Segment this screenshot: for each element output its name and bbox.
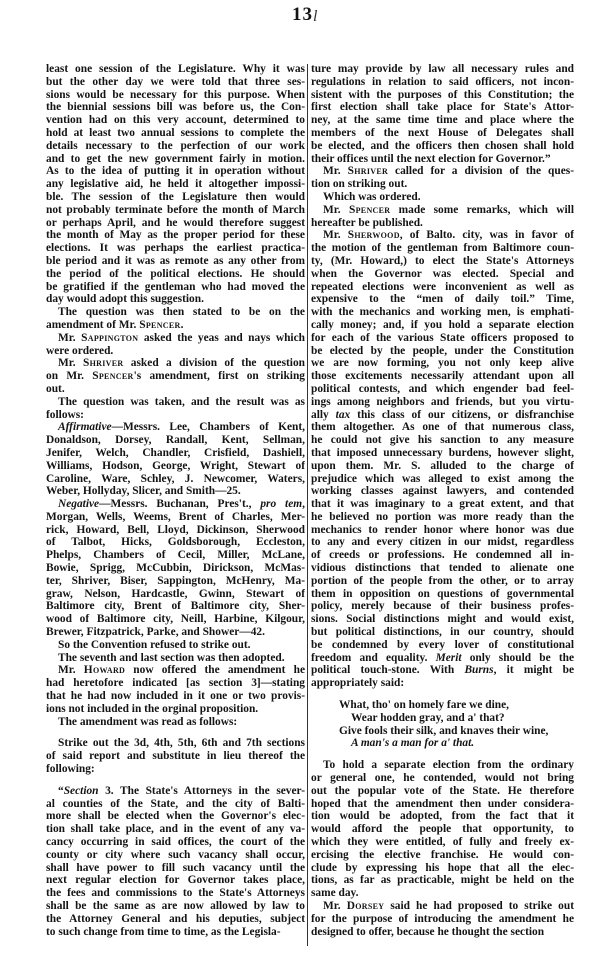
speaker-name: Dorsey [346, 900, 385, 912]
text-line: portion of the people from the other, or to array [311, 574, 574, 587]
text-line: with the mechanics and working men, is emphati- [311, 306, 574, 319]
text-line: appropriately said: [311, 677, 405, 690]
text-line: and to get the new government fairly in motion. [46, 152, 305, 165]
text-line: that he had now included in it one or two provis- [46, 690, 305, 703]
text-line: ney, at the same time time and place where the [311, 114, 574, 127]
text-line: which they were entitled, of fully and freely ex- [311, 836, 574, 849]
text-line: elections. It was perhaps the earliest practica- [46, 242, 305, 255]
text-line: ercising the elective franchise. He would con- [311, 848, 574, 861]
text-segment: Mr. [58, 331, 82, 344]
text-line: hoped that the amendment then under considera- [311, 797, 574, 810]
text-segment: Mr. [323, 203, 349, 216]
text-line: or perhaps April, and he would therefore suggest [46, 216, 305, 229]
text-segment: called for a division of the ques- [388, 165, 574, 178]
text-line: A man's a man for a' that. [351, 737, 475, 750]
text-line [46, 370, 305, 383]
text-line [311, 900, 574, 913]
text-line: for each of the various State officers proposed to [311, 331, 574, 344]
text-line: but the other day we were told that three ses- [46, 75, 305, 88]
text-line: Jenifer, Welch, Chandler, Crisfield, Dashiell, [46, 446, 305, 459]
text-line: sions would be necessary for this purpose. When [46, 88, 305, 101]
text-line: the biennial sessions bill was before us, the Con- [46, 101, 305, 114]
speaker-name: Sappington [81, 331, 139, 344]
paragraph [46, 716, 305, 729]
text-line: them altogether. As one of that numerous class, [311, 421, 574, 434]
text-line: that imposed unnecessary burdens, however slight, [311, 446, 574, 459]
paragraph [46, 332, 305, 358]
text-line: to such change from time to time, as the Legisla- [46, 925, 281, 938]
paragraph [311, 63, 574, 165]
text-line: of said report and substitute in lieu thereof the [46, 750, 305, 763]
paragraph [311, 191, 574, 204]
text-line: Weber, Hollyday, Slicer, and Smith—25. [46, 485, 241, 498]
text-segment: amendment of Mr. [46, 318, 140, 331]
text-line: their offices until the next election for Governor.” [311, 152, 551, 165]
paragraph [46, 306, 305, 332]
text-line: policy, merely because of their business profes- [311, 600, 574, 613]
paragraph [46, 63, 305, 306]
paragraph [46, 357, 305, 395]
paragraph [46, 664, 305, 715]
text-line: sistent with the purposes of this Constitution; the [311, 88, 574, 101]
text-line: vidious distinctions that tended to alienate one [311, 562, 574, 575]
text-line: working classes against lawyers, and contended [311, 485, 574, 498]
text-line: were ordered. [46, 344, 114, 357]
text-line: expensive to the “men of daily toil.” Time, [311, 293, 574, 306]
text-line: rick, Howard, Bell, Lloyd, Dickinson, Sherwood [46, 523, 305, 536]
italic-text: Merit [435, 651, 462, 664]
text-segment: ally [311, 408, 336, 421]
text-line: tions, as far as practicable, might be held on the [311, 874, 574, 887]
text-segment: this class of our citizens, or disfranchise [350, 408, 574, 421]
text-line [311, 409, 574, 422]
text-line: to any and every citizen in our midst, regardless [311, 536, 574, 549]
text-line: any legislative aid, he held it altogether impossi- [46, 178, 305, 191]
text-line [46, 785, 305, 798]
text-segment: asked a division of the question [123, 357, 305, 370]
text-line: the fees and commissions to the State's Attorneys [46, 887, 305, 900]
text-segment: political touch-stone. With [311, 664, 465, 677]
column-divider [307, 64, 308, 946]
text-segment: made some remarks, which will [390, 203, 574, 216]
text-line: same day. [311, 887, 359, 900]
text-line: ions not included in the orginal proposition. [46, 702, 259, 715]
text-line: designed to offer, because he thought the section [311, 925, 545, 938]
text-line: the month of May as the proper period for these [46, 229, 305, 242]
text-segment: Mr. [323, 900, 347, 912]
text-segment: said he had proposed to strike out [384, 900, 574, 912]
paragraph [46, 639, 305, 652]
text-segment: , of Balto. city, was in favor of [399, 229, 574, 242]
text-line: shall be the same as are now allowed by law to [46, 900, 305, 912]
italic-text: Affirmative [58, 421, 112, 434]
text-line: or general one, he contended, would not bring [311, 772, 574, 785]
text-line: next regular election for Governor takes place, [46, 874, 305, 887]
text-line: vention had on this very account, determined to [46, 114, 305, 127]
text-line: be condemned by every lover of constitutional [311, 638, 574, 651]
text-line: those excitements necessarily attendant upon all [311, 370, 574, 383]
text-line: Which was ordered. [323, 190, 421, 203]
text-segment: on Mr. [46, 370, 93, 383]
text-line: he believed no portion was more ready than the [311, 510, 574, 523]
text-line: tion on striking out. [311, 178, 408, 191]
text-segment: only should be the [461, 651, 574, 664]
text-line: the Attorney General and his deputies, subject [46, 912, 305, 925]
text-line: cally money; and, if you hold a separate election [311, 318, 574, 331]
text-line: but political distinctions, in our country, should [311, 626, 574, 639]
paragraph [46, 737, 305, 775]
text-line: al counties of the State, and the city of Balti- [46, 797, 305, 810]
speaker-name: Spencer [139, 318, 181, 331]
text-line: members of the next House of Delegates shall [311, 126, 574, 139]
text-line: when the Governor was elected. Special and [311, 267, 574, 280]
text-line: The seventh and last section was then adopted. [58, 651, 285, 664]
text-line [46, 357, 305, 370]
text-line: he could not give his sanction to any measure [311, 434, 574, 447]
text-line: them in opposition on questions of governmental [311, 587, 574, 600]
text-line: the period of the political elections. He should [46, 267, 305, 280]
text-segment: asked the yeas and nays which [138, 331, 305, 344]
text-line: ture may provide by law all necessary rules and [311, 63, 574, 75]
text-line: Brewer, Fitzpatrick, Parke, and Shower—42. [46, 626, 265, 639]
text-line: political contests, and which engender bad feel- [311, 382, 574, 395]
text-line: prejudice which was alleged to exist among the [311, 472, 574, 485]
text-line: had heretofore indicated [as section 3]—stating [46, 677, 305, 690]
text-line: day would adopt this suggestion. [46, 293, 204, 306]
italic-text: Negative [58, 498, 100, 511]
text-line: out the popular vote of the State. He therefore [311, 784, 574, 797]
text-segment: , it might be [493, 664, 574, 677]
text-line [311, 165, 574, 178]
text-line [46, 664, 305, 677]
text-line: more shall be elected when the Governor's elec- [46, 810, 305, 823]
text-line [311, 652, 574, 665]
text-segment: freedom and equality. [311, 651, 436, 664]
text-line: Give fools their silk, and knaves their wine, [339, 724, 549, 737]
text-line: repeated elections were inconvenient as well as [311, 280, 574, 293]
speaker-name: Howard [83, 664, 126, 677]
speaker-name: Spencer [92, 370, 134, 383]
text-line: To hold a separate election from the ordinary [323, 759, 574, 772]
speaker-name: Sherwood [347, 229, 400, 242]
text-line [311, 204, 574, 217]
text-segment: —Messrs. Lee, Chambers of Kent, [111, 421, 305, 434]
text-line: Donaldson, Dorsey, Randall, Kent, Sellman, [46, 434, 305, 447]
text-segment: —Messrs. Buchanan, Pres't., [99, 498, 261, 511]
text-line: of creeds or professions. He condemned all in- [311, 549, 574, 562]
text-line: ter, Shriver, Biser, Sappington, McHenry, Ma- [46, 574, 305, 587]
text-line: mechanics to render honor where honor was due [311, 523, 574, 536]
text-line: Morgan, Wells, Weems, Brent of Charles, Mer- [46, 510, 305, 523]
paragraph [311, 204, 574, 230]
paragraph [46, 498, 305, 639]
speaker-name: Shriver [82, 357, 124, 370]
text-line: Wear hodden gray, and a' that? [351, 711, 505, 724]
text-line: be elected, and the officers then chosen shall hold [311, 139, 574, 152]
text-line: graw, Nelson, Hardcastle, Gwinn, Stewart of [46, 587, 305, 600]
text-line: shall have power to fill such vacancy until the [46, 861, 305, 874]
text-line: hereafter be published. [311, 216, 423, 229]
page-number: 13 [292, 4, 313, 25]
text-line: ble. The session of the Legislature then would [46, 190, 305, 203]
text-line: sions. Social distinctions might and would exist, [311, 613, 574, 626]
text-line: that it was imaginary to a great extent, and that [311, 498, 574, 511]
italic-text: Section [63, 784, 99, 797]
paragraph [311, 229, 574, 690]
right-column [311, 63, 574, 938]
text-segment: now offered the amendment he [125, 664, 305, 677]
paragraph [46, 785, 305, 939]
text-segment: Mr. [323, 229, 348, 242]
text-line: first election shall take place for State's Attor- [311, 101, 574, 114]
handwritten-mark: l [313, 8, 318, 25]
paragraph [311, 900, 574, 938]
text-line: Phelps, Chambers of Cecil, Miller, McLane, [46, 549, 305, 562]
text-line: Baltimore city, Brent of Baltimore city, Sher- [46, 600, 305, 613]
paragraph [46, 652, 305, 665]
text-line: upon them. Mr. S. alluded to the charge of [311, 459, 574, 472]
text-line: details necessary to the perfection of our work [46, 139, 305, 152]
text-line [46, 332, 305, 345]
text-line: regulations in relation to said officers, not incon- [311, 75, 574, 88]
text-line: So the Convention refused to strike out. [58, 638, 251, 651]
text-line: tion shall take place, and in the event of any va- [46, 823, 305, 836]
text-line: The question was then stated to be on the [58, 306, 305, 319]
text-line [46, 421, 305, 434]
paragraph [46, 421, 305, 498]
paragraph [311, 759, 574, 900]
text-segment: “ [58, 784, 64, 797]
text-line: ty, (Mr. Howard,) to elect the State's Attorneys [311, 254, 574, 267]
text-line: hold at least two annual sessions to complete the [46, 126, 305, 139]
text-line: be elected by the people, under the Constitution [311, 344, 574, 357]
text-line: As to the idea of putting it in operation without [46, 165, 305, 178]
text-line: cancy occurring in said offices, the court of the [46, 836, 305, 849]
text-line: What, tho' on homely fare we dine, [339, 699, 510, 712]
text-segment: , [302, 498, 305, 511]
text-line: be gratified if the gentleman who had moved the [46, 280, 305, 293]
text-line: for the purpose of introducing the amendment he [311, 912, 574, 925]
text-line: following: [46, 763, 95, 776]
italic-text: pro tem [260, 498, 303, 511]
text-line [46, 319, 305, 332]
text-line: ble period and it was as remote as any other from [46, 254, 305, 267]
text-segment: 3. The State's Attorneys in the sever- [98, 784, 305, 797]
text-line: tion would be adopted, from the fact that it [311, 810, 574, 823]
text-line: The amendment was read as follows: [58, 715, 238, 728]
text-line: The question was taken, and the result was as [58, 395, 305, 408]
speaker-name: Spencer [348, 203, 391, 216]
italic-text: tax [335, 408, 351, 421]
text-segment: 's amendment, first on striking [133, 370, 305, 383]
text-line: wood of Baltimore city, Neill, Harbine, Kilgour, [46, 613, 305, 626]
text-line: clude by expressing his hope that all the elec- [311, 861, 574, 874]
speaker-name: Shriver [347, 165, 389, 178]
text-line: the motion of the gentleman from Baltimore coun- [311, 242, 574, 255]
text-line: least one session of the Legislature. Why it was [46, 63, 305, 75]
text-segment: Mr. [58, 357, 83, 370]
paragraph [46, 396, 305, 422]
text-line: Strike out the 3d, 4th, 5th, 6th and 7th sections [58, 737, 305, 750]
text-line: Williams, Hodson, George, Wright, Stewart of [46, 459, 305, 472]
text-line: would afford the people that opportunity, to [311, 823, 574, 836]
text-line: county or city where such vacancy shall occur, [46, 848, 305, 861]
text-line: Caroline, Ware, Schley, J. Newcomer, Waters, [46, 472, 305, 485]
text-line: follows: [46, 408, 84, 421]
text-segment: Mr. [58, 664, 84, 677]
text-segment: Mr. [323, 165, 348, 178]
italic-text: Burns [464, 664, 494, 677]
text-line: ings among neighbors and friends, but you virtu- [311, 395, 574, 408]
text-line: out. [46, 382, 65, 395]
poem-quote [311, 699, 574, 750]
text-line: Bowie, Sprigg, McCubbin, Dirickson, McMas- [46, 562, 305, 575]
text-segment: . [180, 318, 184, 331]
text-line [46, 498, 305, 511]
paragraph [311, 165, 574, 191]
text-line: of Talbot, Hicks, Goldsborough, Eccleston, [46, 536, 305, 549]
text-line: we are now forming, you not only keep alive [311, 357, 574, 370]
left-column [46, 63, 305, 938]
text-line: not probably terminate before the month of March [46, 203, 305, 216]
text-line [311, 229, 574, 242]
text-line [311, 664, 574, 677]
